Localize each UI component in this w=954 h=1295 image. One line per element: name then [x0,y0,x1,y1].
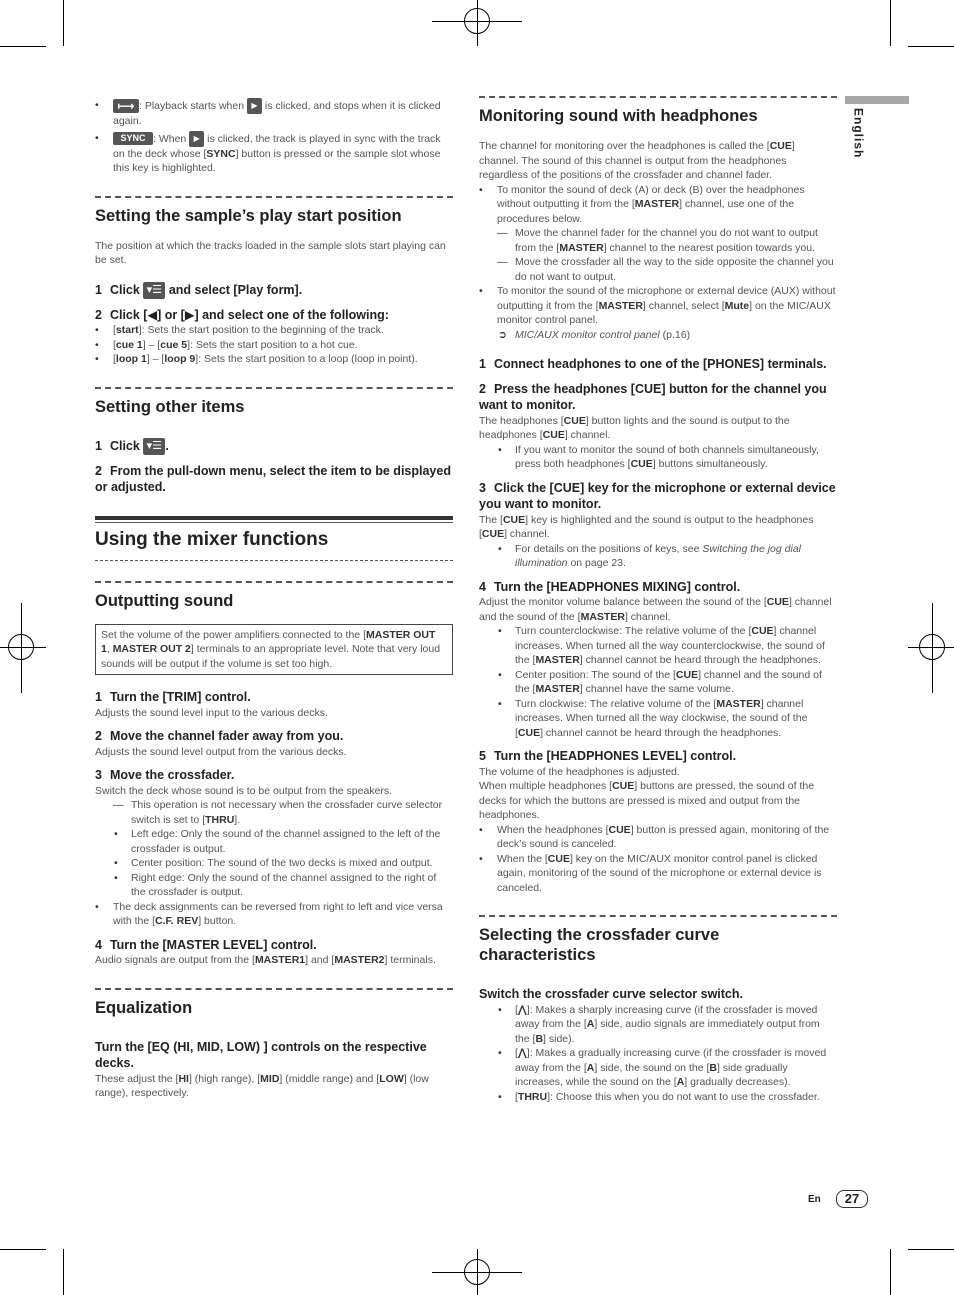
sub-list [479,624,837,740]
key: SYNC [206,147,236,160]
reference-list [479,328,837,343]
text: ] channel cannot be heard through the headphones. [579,654,821,666]
text: ] button. [198,915,237,928]
text: To monitor the sound of the microphone or external device (AUX) without outputting it from the [ [497,285,836,312]
step [479,356,837,373]
step [95,728,453,745]
step [95,307,453,324]
key: CUE [517,726,541,739]
key: A [676,1076,685,1088]
step-number: 1 [95,690,102,705]
paragraph [95,953,453,968]
text: Click [109,438,140,453]
play-icon: ▶ [247,98,262,114]
text: Turn the [TRIM] control. [109,690,251,705]
key: MASTER OUT 1 [101,628,436,656]
menu-icon: ▾☰ [143,282,165,299]
text: : When [153,132,190,145]
step: Turn the [EQ (HI, MID, LOW) ] controls on the respective decks. [95,1039,427,1071]
crop-mark [908,46,954,47]
sync-icon: SYNC [113,132,153,145]
step-number: 4 [95,937,102,952]
key: cue 5 [160,338,188,351]
gradual-curve-icon: ⋀ [517,1047,527,1059]
list-item [479,823,837,852]
text: These adjust the [ [95,1072,179,1085]
chapter-title: Using the mixer functions [95,516,453,561]
step [95,282,453,299]
text: ] terminals. [384,954,436,967]
text: : Playback starts when [139,99,247,112]
text: ] channel increases. When turned all the way clockwise, the sound of the [ [515,697,808,739]
list-item [95,131,453,176]
reference-link[interactable] [479,328,837,343]
key: C.F. REV [155,915,199,928]
crop-mark [63,0,64,46]
sub-list [479,542,837,571]
step [479,748,837,765]
text: ] and [ [305,954,335,967]
text: ] channel, select [ [642,299,725,312]
text: Turn the [MASTER LEVEL] control. [109,937,317,952]
text: ] channel increases. When turned all the way counterclockwise, the sound of the [ [515,625,825,666]
list-item [95,98,453,129]
list-item: • [cue 1] – [cue 5]: Sets the start position to a hot cue. [95,338,453,353]
text: ]: Sets the start position to a hot cue. [187,338,358,351]
curve-list [479,1003,837,1105]
text: ] channel cannot be heard through the headphones. [540,726,782,739]
key: MASTER1 [254,954,306,967]
key: CUE [481,528,505,540]
text: This operation is not necessary when the crossfader curve selector switch is set to [ [131,799,443,826]
text: ] channel have the same volume. [579,683,734,695]
text: ] key is highlighted and the sound is output to the headphones [ [479,513,814,540]
text: Move the channel fader for the channel you do not want to output from the [ [515,227,818,254]
text: For details on the positions of keys, see [515,542,703,555]
key: MASTER OUT 2 [112,643,191,656]
key: CUE [608,823,631,836]
key: CUE [563,414,586,427]
step [479,381,837,414]
text: ] buttons simultaneously. [652,458,768,470]
step-number: 1 [479,357,486,371]
text: ]: Sets the start position to a loop (loop in point). [195,353,418,366]
key: B [709,1061,717,1074]
text: ] – [ [142,338,161,351]
list-item: • [⋀]: Makes a sharply increasing curve (if the crossfader is moved away from the [A] side, audio signals are immediately output from the [B] side). [479,1003,837,1047]
text: on page 23. [567,557,626,569]
list-item [479,542,837,571]
key: CUE [502,513,526,526]
section-title: Equalization [95,988,453,1018]
key: loop 1 [115,353,147,366]
crop-mark [890,0,891,46]
key: LOW [379,1072,404,1085]
text: ] key on the MIC/AUX monitor control panel is clicked again, monitoring of the sound of the microphone or external device is canceled. [497,852,822,894]
text: The deck assignments can be reversed from right to left and vice versa with the [ [113,900,443,928]
language-label: English [851,108,866,159]
text: Click [109,282,140,297]
menu-icon: ▾☰ [143,438,165,455]
paragraph: The position at which the tracks loaded in the sample slots start playing can be set. [95,239,446,266]
note-list [95,798,453,827]
reference-link[interactable]: Switching the jog dial illumination [515,542,802,569]
crop-mark [0,46,46,47]
key: cue 1 [115,338,143,351]
key: MASTER2 [334,954,385,967]
key: Mute [724,299,750,312]
text: Audio signals are output from the [ [95,954,255,967]
crop-mark [0,1249,46,1250]
section-title: Outputting sound [95,581,453,611]
left-column [95,96,453,1101]
key: loop 9 [164,353,196,366]
paragraph [95,1072,453,1101]
text: Connect headphones to one of the [PHONES] terminals. [493,357,827,371]
key: MASTER [598,299,643,312]
text: ]: Makes a sharply increasing curve (if the crossfader is moved away from the [ [515,1003,818,1030]
text: ] channel. The sound of this channel is output from the headphones regardless of the positions of the crossfader and channel fader. [479,140,795,181]
text: ] channel. [624,610,671,623]
list-item: • [start]: Sets the start position to the beginning of the track. [95,323,453,338]
bullet-list [479,183,837,227]
step-number: 5 [479,749,486,763]
key: CUE [612,780,635,792]
section-title: Monitoring sound with headphones [479,96,837,126]
text: ] channel and the sound of the [ [479,596,832,623]
step [95,689,453,706]
language-tab [845,96,909,104]
step [479,480,837,513]
section-title: Setting other items [95,387,453,417]
key: A [586,1061,595,1074]
text: ] terminals to an appropriate level. Note that very loud sounds will be output if the volume is set too high. [101,643,441,670]
key: MASTER [559,241,604,254]
section-title: Selecting the crossfader curve characteristics [479,915,837,965]
step-number: 2 [95,463,102,478]
key: MASTER [535,683,580,695]
registration-mark [8,634,34,660]
step: Switch the crossfader curve selector switch. [479,987,743,1001]
step: 1 Click ▾☰ . [95,438,453,455]
list-item [479,852,837,896]
list-item [479,443,837,472]
key: CUE [769,140,792,152]
text: ] (low range), respectively. [95,1072,429,1100]
text: ] button is pressed or the sample slot whose this key is highlighted. [113,147,441,174]
registration-mark [919,634,945,660]
text: (p.16) [659,328,691,341]
text: ] side). [543,1032,575,1045]
step [95,767,453,784]
text: , [106,643,113,656]
text: and select [Play form]. [168,282,303,297]
text: Click the [CUE] key for the microphone or external device you want to monitor. [479,480,836,511]
text: ] on the MIC/AUX monitor control panel. [497,299,831,326]
key: CUE [766,596,789,608]
sub-list [95,827,453,900]
key: CUE [547,852,570,865]
step-number: 2 [479,381,486,396]
text: ] channel, use one of the procedures below. [497,198,795,225]
text: ] (high range), [ [188,1072,261,1085]
text: When the headphones [ [497,823,609,836]
step-number: 3 [479,480,486,495]
bullet-list [479,823,837,896]
text: ] – [ [146,353,165,366]
list-item [95,900,453,929]
text: ] channel. [564,429,611,441]
text: Move the crossfader. [109,768,235,783]
crop-mark [63,1249,64,1295]
key: MASTER [580,610,625,623]
text: ]. [234,813,241,826]
key: MASTER [535,654,580,666]
text: ] button lights and the sound is output to the headphones [ [479,414,790,441]
text: ]: Makes a gradually increasing curve (if the crossfader is moved away from the [ [515,1047,827,1074]
text: is clicked, and stops when it is clicked again. [113,99,441,127]
key: start [115,324,139,337]
note-list [479,226,837,284]
text: When multiple headphones [ [479,780,613,792]
paragraph [479,595,837,624]
list-item: • Center position: The sound of the two decks is mixed and output. [95,856,453,871]
paragraph: Switch the deck whose sound is to be output from the speakers. [95,784,393,797]
paragraph [479,779,837,823]
bullet-list [479,284,837,328]
registration-mark [464,8,490,34]
text: is clicked, the track is played in sync with the track on the deck whose [ [113,132,441,160]
text: ] button is pressed again, monitoring of the deck’s sound is canceled. [497,823,830,850]
list-item: • [THRU]: Choose this when you do not want to use the crossfader. [479,1090,837,1105]
key: CUE [630,458,653,470]
text: ] channel to the nearest position towards you. [603,241,816,254]
text: To monitor the sound of deck (A) or deck (B) over the headphones without outputting it from the [ [497,183,805,210]
list-item: — Move the crossfader all the way to the side opposite the channel you do not want to output. [479,255,837,284]
key: CUE [675,668,699,681]
list-item [479,668,837,697]
list-item: • Right edge: Only the sound of the channel assigned to the right of the crossfader is output. [95,871,453,900]
list-item [479,183,837,227]
step-number: 4 [479,579,486,594]
step-number: 2 [95,307,102,322]
sharp-curve-icon: ⋀ [517,1003,527,1016]
text: ] side gradually increases, while the sound on the [ [515,1061,788,1088]
key: CUE [751,625,774,637]
caution-box [95,624,453,676]
step [479,579,837,596]
footer-language: En [808,1194,821,1205]
crop-mark [908,1249,954,1250]
text: ] (middle range) and [ [279,1072,380,1085]
list-item [479,624,837,668]
key: HI [178,1072,189,1085]
text: Turn counterclockwise: The relative volume of the [ [515,625,752,637]
arrow-right-icon: ⟼ [113,99,139,113]
text: ] gradually decreases). [684,1076,791,1088]
text: Adjust the monitor volume balance between the sound of the [ [479,596,767,608]
key: MASTER [716,697,761,710]
text: MIC/AUX monitor control panel [515,328,660,341]
text: ] channel and the sound of the [ [515,668,822,695]
paragraph: The volume of the headphones is adjusted. [479,765,680,778]
page-number: 27 [836,1190,868,1208]
intro-list [95,98,453,176]
key: MASTER [634,198,680,210]
text: Turn the [HEADPHONES LEVEL] control. [493,749,737,763]
text: ] side, the sound on the [ [594,1061,710,1074]
option-list [95,323,453,367]
list-item [95,798,453,827]
text: Press the headphones [CUE] button for the channel you want to monitor. [479,381,827,412]
list-item [479,284,837,328]
list-item: • Left edge: Only the sound of the channel assigned to the left of the crossfader is output. [95,827,453,856]
text: ] side, audio signals are immediately output from the [ [515,1018,820,1045]
list-item: • [⋀]: Makes a gradually increasing curve (if the crossfader is moved away from the [A] side, the sound on the [B] side gradually increases, while the sound on the [A] gradually decreases). [479,1046,837,1090]
key: MID [260,1072,280,1085]
text: ]: Sets the start position to the beginning of the track. [138,324,384,337]
text: Turn the [HEADPHONES MIXING] control. [493,579,741,594]
step [95,463,453,496]
section-title: Setting the sample’s play start position [95,196,453,226]
text: The channel for monitoring over the headphones is called the [ [479,140,770,152]
text: From the pull-down menu, select the item to be displayed or adjusted. [95,463,451,495]
key: CUE [542,429,565,441]
step-number: 2 [95,729,102,744]
text: The headphones [ [479,414,564,427]
text: ]: Choose this when you do not want to use the crossfader. [547,1090,820,1103]
paragraph [479,414,837,443]
text: If you want to monitor the sound of both channels simultaneously, press both headphones [ [515,443,819,470]
text: Click [◀] or [▶] and select one of the following: [109,307,389,322]
text: Turn clockwise: The relative volume of the [ [515,697,717,710]
key: B [535,1032,544,1045]
paragraph: Adjusts the sound level input to the various decks. [95,706,328,719]
step-number: 3 [95,768,102,783]
text: When the [ [497,852,548,865]
key: THRU [205,813,235,826]
text: Move the channel fader away from you. [109,729,344,744]
list-item: • [loop 1] – [loop 9]: Sets the start position to a loop (loop in point). [95,352,453,367]
registration-mark [464,1259,490,1285]
paragraph [479,139,837,183]
text: The [ [479,513,503,526]
bullet-list [95,900,453,929]
text: Set the volume of the power amplifiers connected to the [ [101,628,366,641]
crop-mark [890,1249,891,1295]
list-item [479,226,837,255]
step-number: 1 [95,438,102,453]
list-item [479,697,837,741]
text: ] channel. [504,528,550,540]
text: ] buttons are pressed, the sound of the decks for which the buttons are pressed is mixed and output from the headphones. [479,780,815,821]
right-column [479,96,837,1104]
step-number: 1 [95,282,102,297]
step [95,937,453,954]
paragraph [479,513,837,542]
key: THRU [517,1090,548,1103]
key: A [586,1018,595,1030]
sub-list [479,443,837,472]
paragraph: Adjusts the sound level output from the various decks. [95,745,347,758]
text: Center position: The sound of the [ [515,668,676,681]
play-icon: ▶ [189,131,204,147]
